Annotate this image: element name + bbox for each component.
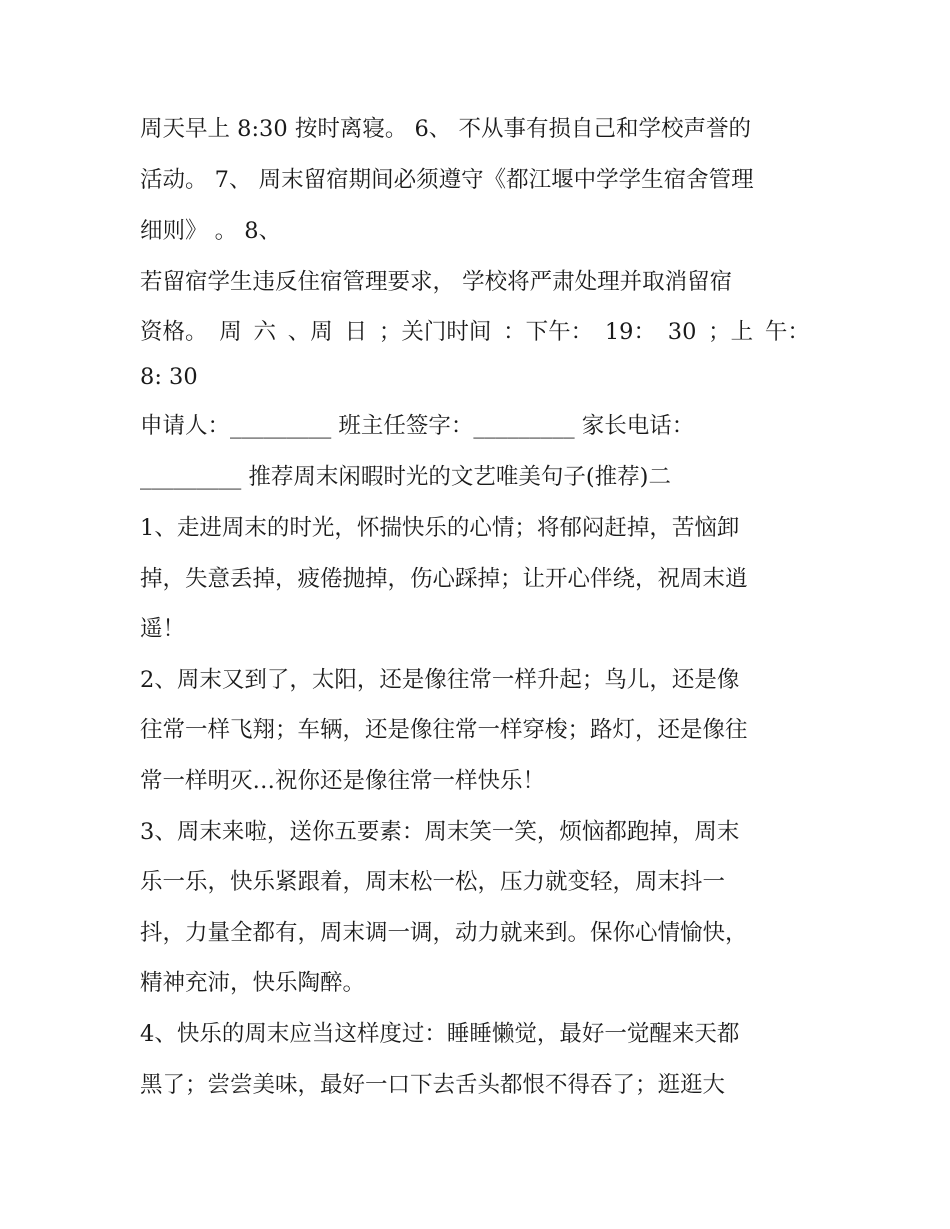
- text-line: 精神充沛，快乐陶醉。: [140, 970, 366, 996]
- text-line: 常一样明灭…祝你还是像往常一样快乐！: [140, 768, 546, 794]
- text-line: 掉，失意丢掉，疲倦抛掉，伤心踩掉；让开心伴绕，祝周末逍: [140, 566, 748, 592]
- text-line: 往常一样飞翔；车辆，还是像往常一样穿梭；路灯，还是像往: [140, 717, 748, 743]
- text-line: 周天早上 8:30 按时离寝。 6、 不从事有损自己和学校声誉的: [140, 116, 751, 142]
- schedule-token: ：下午：: [503, 319, 594, 345]
- schedule-token: 19：: [604, 319, 656, 345]
- schedule-token: 六: [253, 319, 277, 345]
- schedule-token: 资格。: [140, 319, 208, 345]
- text-line: 若留宿学生违反住宿管理要求， 学校将严肃处理并取消留宿: [140, 269, 733, 295]
- text-line: 8: 30: [140, 364, 198, 390]
- schedule-token: 周: [219, 319, 242, 345]
- schedule-token: 日: [344, 319, 368, 345]
- text-line: 抖，力量全都有，周末调一调，动力就来到。保你心情愉快，: [140, 920, 748, 946]
- text-line: 黑了；尝尝美味，最好一口下去舌头都恨不得吞了；逛逛大: [140, 1072, 726, 1098]
- text-line: 3、周末来啦，送你五要素：周末笑一笑，烦恼都跑掉，周末: [140, 819, 740, 845]
- text-line: 2、周末又到了，太阳，还是像往常一样升起；鸟儿，还是像: [140, 667, 740, 693]
- text-line: 遥！: [140, 616, 186, 642]
- signature-line: 申请人：_________ 班主任签字：_________ 家长电话：: [140, 413, 695, 439]
- schedule-token: ；关门时间: [378, 319, 492, 345]
- schedule-token: 30: [667, 319, 697, 345]
- schedule-token: 、周: [287, 319, 333, 345]
- text-line: _________ 推荐周末闲暇时光的文艺唯美句子(推荐)二: [140, 464, 671, 490]
- text-line: 1、走进周末的时光，怀揣快乐的心情；将郁闷赶掉，苦恼卸: [140, 515, 740, 541]
- text-line: 细则》 。 8、: [140, 218, 282, 244]
- schedule-token: ；上: [708, 319, 754, 345]
- text-line: 4、快乐的周末应当这样度过：睡睡懒觉，最好一觉醒来天都: [140, 1021, 740, 1047]
- text-line: 活动。 7、 周末留宿期间必须遵守《都江堰中学学生宿舍管理: [140, 167, 754, 193]
- text-line: 乐一乐，快乐紧跟着，周末松一松，压力就变轻，周末抖一: [140, 869, 726, 895]
- schedule-token: 午：: [764, 319, 810, 345]
- schedule-line: [140, 317, 810, 347]
